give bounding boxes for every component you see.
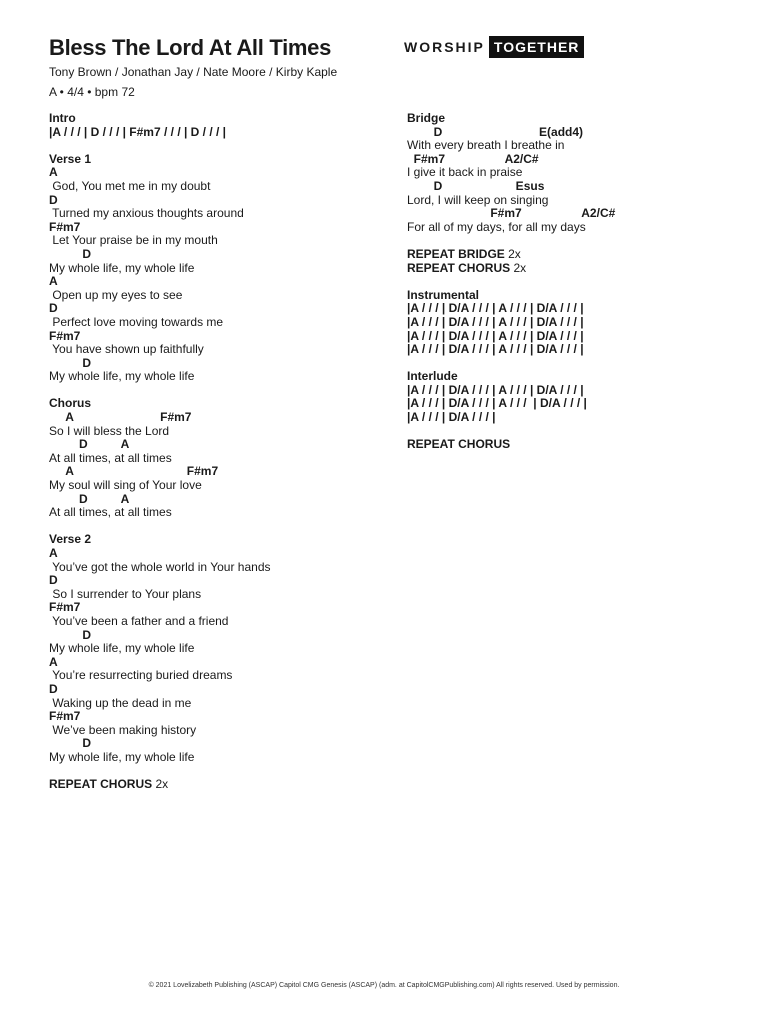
section-title: Verse 2 [49, 532, 92, 547]
song-section [407, 289, 737, 357]
repeat-instruction [407, 438, 737, 452]
lyric-line: So I will bless the Lord [49, 423, 170, 438]
section-title: Intro [49, 111, 76, 125]
chord-line: F#m7 A2/C# [407, 151, 539, 166]
lyric-line: I give it back in praise [407, 165, 523, 180]
lyric-line: For all of my days, for all my days [407, 219, 586, 234]
right-column [407, 112, 737, 465]
song-meta: A • 4/4 • bpm 72 [49, 85, 135, 99]
chord-line: D A [49, 437, 130, 452]
lyric-line: You have shown up faithfully [49, 342, 204, 357]
chord-line: |A / / / | D/A / / / | A / / / | D/A / / / | [407, 382, 584, 397]
chord-line: A F#m7 [49, 464, 219, 479]
worship-together-logo [404, 35, 584, 59]
left-column [49, 112, 379, 805]
lyric-line: Lord, I will keep on singing [407, 192, 549, 207]
section-title: Interlude [407, 369, 458, 384]
song-section [49, 397, 379, 519]
lyric-line: God, You met me in my doubt [49, 178, 211, 193]
repeat-instruction [407, 248, 737, 262]
chord-line: D [49, 192, 58, 207]
song-title: Bless The Lord At All Times [49, 35, 332, 60]
lyric-line: My whole life, my whole life [49, 641, 195, 656]
song-section [49, 153, 379, 384]
song-section [49, 533, 379, 764]
chord-line: A F#m7 [49, 410, 192, 425]
chord-line: F#m7 [49, 328, 81, 343]
lyric-line: With every breath I breathe in [407, 138, 565, 153]
lyric-line: Let Your praise be in my mouth [49, 233, 218, 248]
chord-line: D [49, 627, 92, 642]
repeat-label: REPEAT BRIDGE [407, 246, 505, 261]
lyric-line: Turned my anxious thoughts around [49, 206, 244, 221]
chord-line: |A / / / | D/A / / / | A / / / | D/A / / / | [407, 314, 584, 329]
song-section [407, 370, 737, 424]
logo-word-worship: WORSHIP [404, 39, 485, 55]
lyric-line: So I surrender to Your plans [49, 586, 202, 601]
repeat-instruction [407, 262, 737, 276]
chord-line: D [49, 681, 58, 696]
song-section [49, 112, 379, 139]
chord-line: D A [49, 491, 130, 506]
chord-line: D Esus [407, 178, 545, 193]
chord-line: D E(add4) [407, 124, 584, 139]
section-title: Verse 1 [49, 151, 92, 166]
section-title: Instrumental [407, 287, 480, 302]
song-section [407, 112, 737, 234]
song-authors: Tony Brown / Jonathan Jay / Nate Moore / Kirby Kaple [49, 65, 338, 79]
lyric-line: At all times, at all times [49, 450, 172, 465]
repeat-count: 2x [510, 260, 527, 275]
chord-line: D [49, 573, 58, 588]
chord-line: A [49, 274, 58, 289]
repeat-label: REPEAT CHORUS [407, 260, 511, 275]
lyric-line: Perfect love moving towards me [49, 314, 224, 329]
lyric-line: We’ve been making history [49, 722, 197, 737]
chord-line: F#m7 A2/C# [407, 206, 616, 221]
lyric-line: You’ve been a father and a friend [49, 613, 229, 628]
chord-line: |A / / / | D/A / / / | A / / / | D/A / / / | [407, 342, 584, 357]
repeat-label: REPEAT CHORUS [49, 777, 153, 792]
chord-line: |A / / / | D/A / / / | [407, 410, 496, 425]
chord-line: |A / / / | D/A / / / | A / / / | D/A / / / | [407, 396, 587, 411]
lyric-line: My whole life, my whole life [49, 749, 195, 764]
repeat-label: REPEAT CHORUS [407, 437, 511, 452]
section-title: Bridge [407, 111, 446, 125]
song-section [49, 778, 379, 792]
copyright-footer: © 2021 Lovelizabeth Publishing (ASCAP) Capitol CMG Genesis (ASCAP) (adm. at CapitolCMGPublishing.com) All rights reserved. Used by permission. [148, 982, 620, 989]
lyric-line: Waking up the dead in me [49, 695, 192, 710]
chord-line: D [49, 736, 92, 751]
chord-line: |A / / / | D/A / / / | A / / / | D/A / / / | [407, 328, 584, 343]
lyric-line: My whole life, my whole life [49, 260, 195, 275]
chord-line: F#m7 [49, 600, 81, 615]
song-section [407, 248, 737, 275]
lyric-line: Open up my eyes to see [49, 287, 183, 302]
section-title: Chorus [49, 396, 91, 411]
chord-line: A [49, 654, 58, 669]
lyric-line: My soul will sing of Your love [49, 478, 202, 493]
chord-line: A [49, 165, 58, 180]
chord-line: D [49, 301, 58, 316]
chord-line: D [49, 355, 92, 370]
lyric-line: My whole life, my whole life [49, 369, 195, 384]
repeat-count: 2x [504, 246, 521, 261]
lyric-line: You’re resurrecting buried dreams [49, 668, 233, 683]
logo-word-together: TOGETHER [489, 36, 585, 58]
chord-line: D [49, 246, 92, 261]
chord-line: F#m7 [49, 709, 81, 724]
chord-line: F#m7 [49, 219, 81, 234]
repeat-instruction [49, 778, 379, 792]
chord-line: A [49, 546, 58, 560]
lyric-line: At all times, at all times [49, 505, 172, 520]
chord-line: |A / / / | D / / / | F#m7 / / / | D / / / | [49, 124, 227, 139]
song-section [407, 438, 737, 452]
repeat-count: 2x [152, 777, 169, 792]
chord-line: |A / / / | D/A / / / | A / / / | D/A / / / | [407, 301, 584, 316]
lyric-line: You’ve got the whole world in Your hands [49, 559, 271, 574]
